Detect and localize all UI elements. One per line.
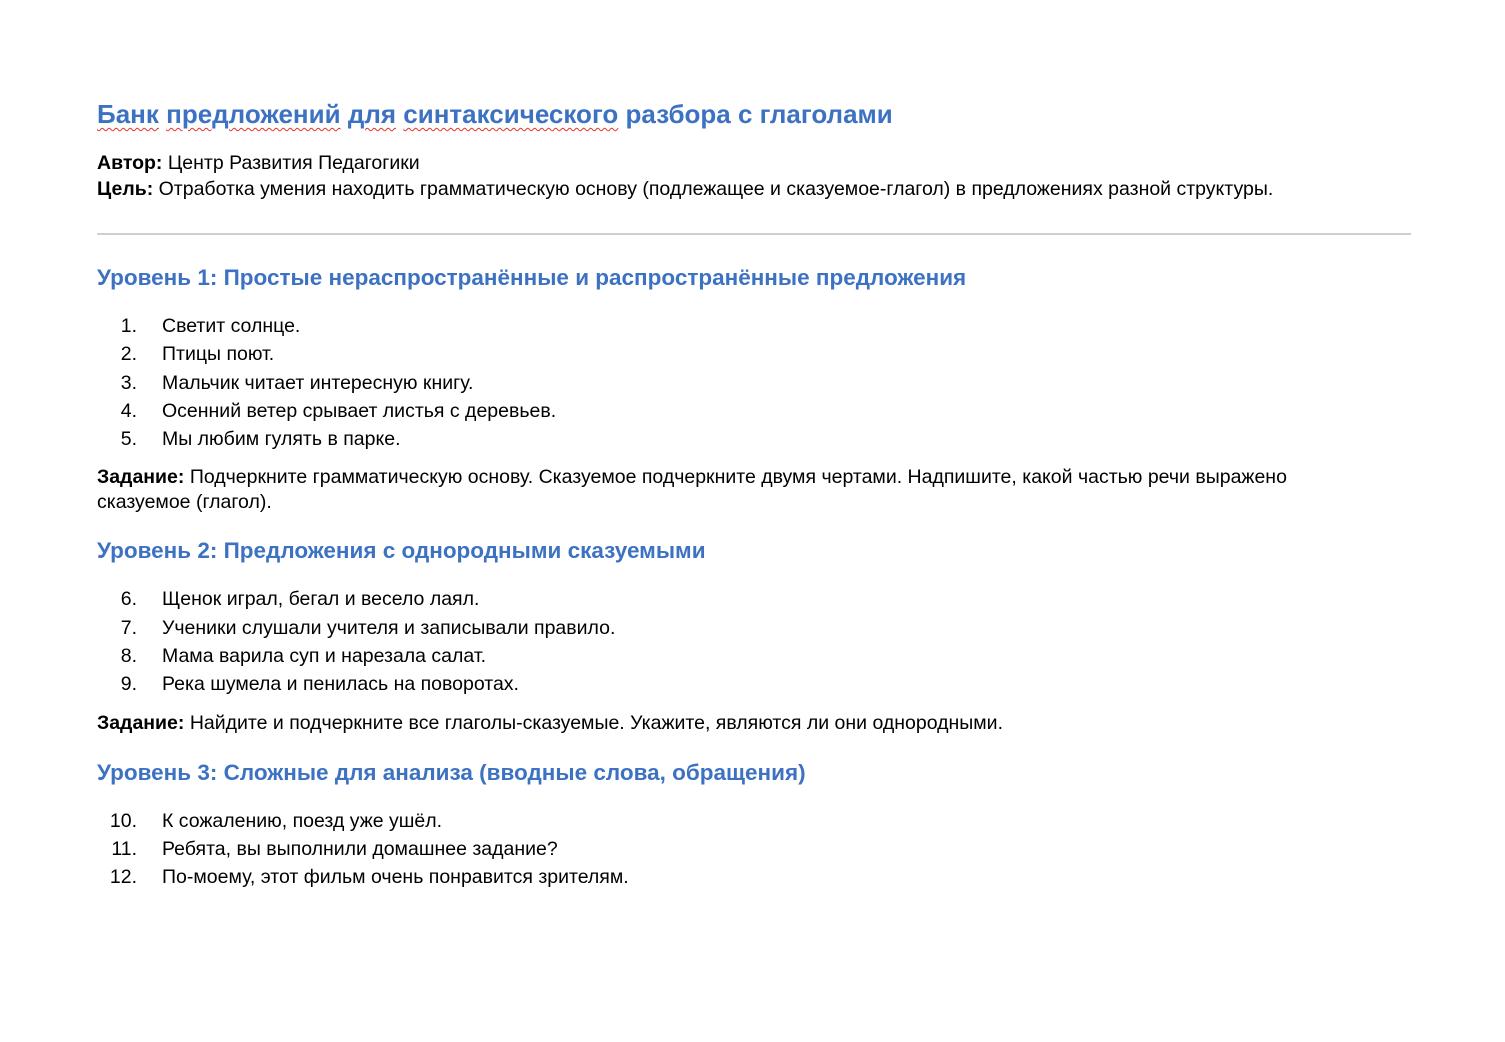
list-item-number: 4. [120, 399, 137, 422]
goal-value: Отработка умения находить грамматическую основу (подлежащее и сказуемое-глагол) в предложениях разной структуры. [158, 178, 1274, 200]
list-item [97, 835, 1411, 863]
task-label: Задание: [97, 711, 185, 734]
list-item-text: Мама варила суп и нарезала салат. [162, 645, 487, 668]
title-word-rest: разбора с глаголами [625, 99, 893, 129]
list-item-text: Ребята, вы выполнили домашнее задание? [162, 837, 558, 860]
list-item-number: 1. [120, 315, 137, 337]
horizontal-divider [97, 233, 1411, 235]
list-item [97, 642, 1411, 670]
list-item [97, 614, 1411, 642]
list-item-text: Птицы поют. [162, 343, 275, 366]
title-word-4: синтаксического [403, 99, 619, 129]
list-item [97, 585, 1411, 613]
author-value: Центр Развития Педагогики [167, 152, 420, 174]
list-item-number: 3. [120, 371, 137, 394]
list-item-number: 8. [120, 645, 137, 668]
title-word-3: для [347, 99, 397, 129]
list-item [97, 425, 1411, 453]
task-text: Подчеркните грамматическую основу. Сказуемое подчеркните двумя чертами. Надпишите, какой частью речи выражено сказуемое (глагол). [97, 466, 1287, 514]
list-item-number: 7. [120, 616, 137, 639]
list-item [97, 340, 1411, 368]
document-page [97, 96, 1411, 892]
list-item-text: Осенний ветер срывает листья с деревьев. [162, 399, 557, 422]
list-item-text: К сожалению, поезд уже ушёл. [162, 809, 443, 832]
author-line [97, 150, 1411, 176]
section-heading-level-2: Уровень 2: Предложения с однородными сказуемыми [97, 538, 706, 564]
sentence-list-level-3 [97, 807, 1411, 892]
task-paragraph-level-1 [97, 465, 1357, 515]
list-item [97, 312, 1411, 340]
section-heading-level-1: Уровень 1: Простые нераспространённые и распространённые предложения [97, 265, 967, 290]
list-item-text: Светит солнце. [162, 315, 301, 337]
list-item-text: Мы любим гулять в парке. [162, 428, 401, 451]
list-item-number: 12. [109, 866, 137, 889]
list-item-number: 10. [109, 809, 137, 832]
list-item-number: 6. [120, 588, 137, 611]
task-paragraph-level-2 [97, 711, 1357, 736]
list-item-text: По-моему, этот фильм очень понравится зрителям. [162, 866, 629, 889]
list-item [97, 863, 1411, 891]
list-item-number: 2. [120, 343, 137, 366]
list-item [97, 369, 1411, 397]
list-item-text: Щенок играл, бегал и весело лаял. [162, 588, 480, 611]
title-word-2: предложений [166, 99, 341, 129]
list-item-number: 11. [111, 837, 137, 860]
list-item-text: Река шумела и пенилась на поворотах. [162, 673, 519, 696]
sentence-list-level-2 [97, 585, 1411, 698]
goal-line [97, 176, 1411, 202]
document-meta [97, 150, 1411, 202]
title-word-1: Банк [97, 99, 159, 129]
document-title [97, 96, 1411, 132]
sentence-list-level-1 [97, 312, 1411, 453]
list-item-number: 5. [120, 428, 137, 451]
goal-label: Цель: [97, 178, 154, 200]
list-item-number: 9. [120, 673, 137, 696]
list-item [97, 670, 1411, 698]
list-item [97, 397, 1411, 425]
section-heading-level-3: Уровень 3: Сложные для анализа (вводные слова, обращения) [97, 759, 806, 785]
author-label: Автор: [97, 152, 163, 174]
list-item [97, 807, 1411, 835]
list-item-text: Ученики слушали учителя и записывали правило. [162, 616, 616, 639]
task-label: Задание: [97, 466, 185, 489]
task-text: Найдите и подчеркните все глаголы-сказуемые. Укажите, являются ли они однородными. [189, 711, 1003, 734]
list-item-text: Мальчик читает интересную книгу. [162, 371, 474, 394]
